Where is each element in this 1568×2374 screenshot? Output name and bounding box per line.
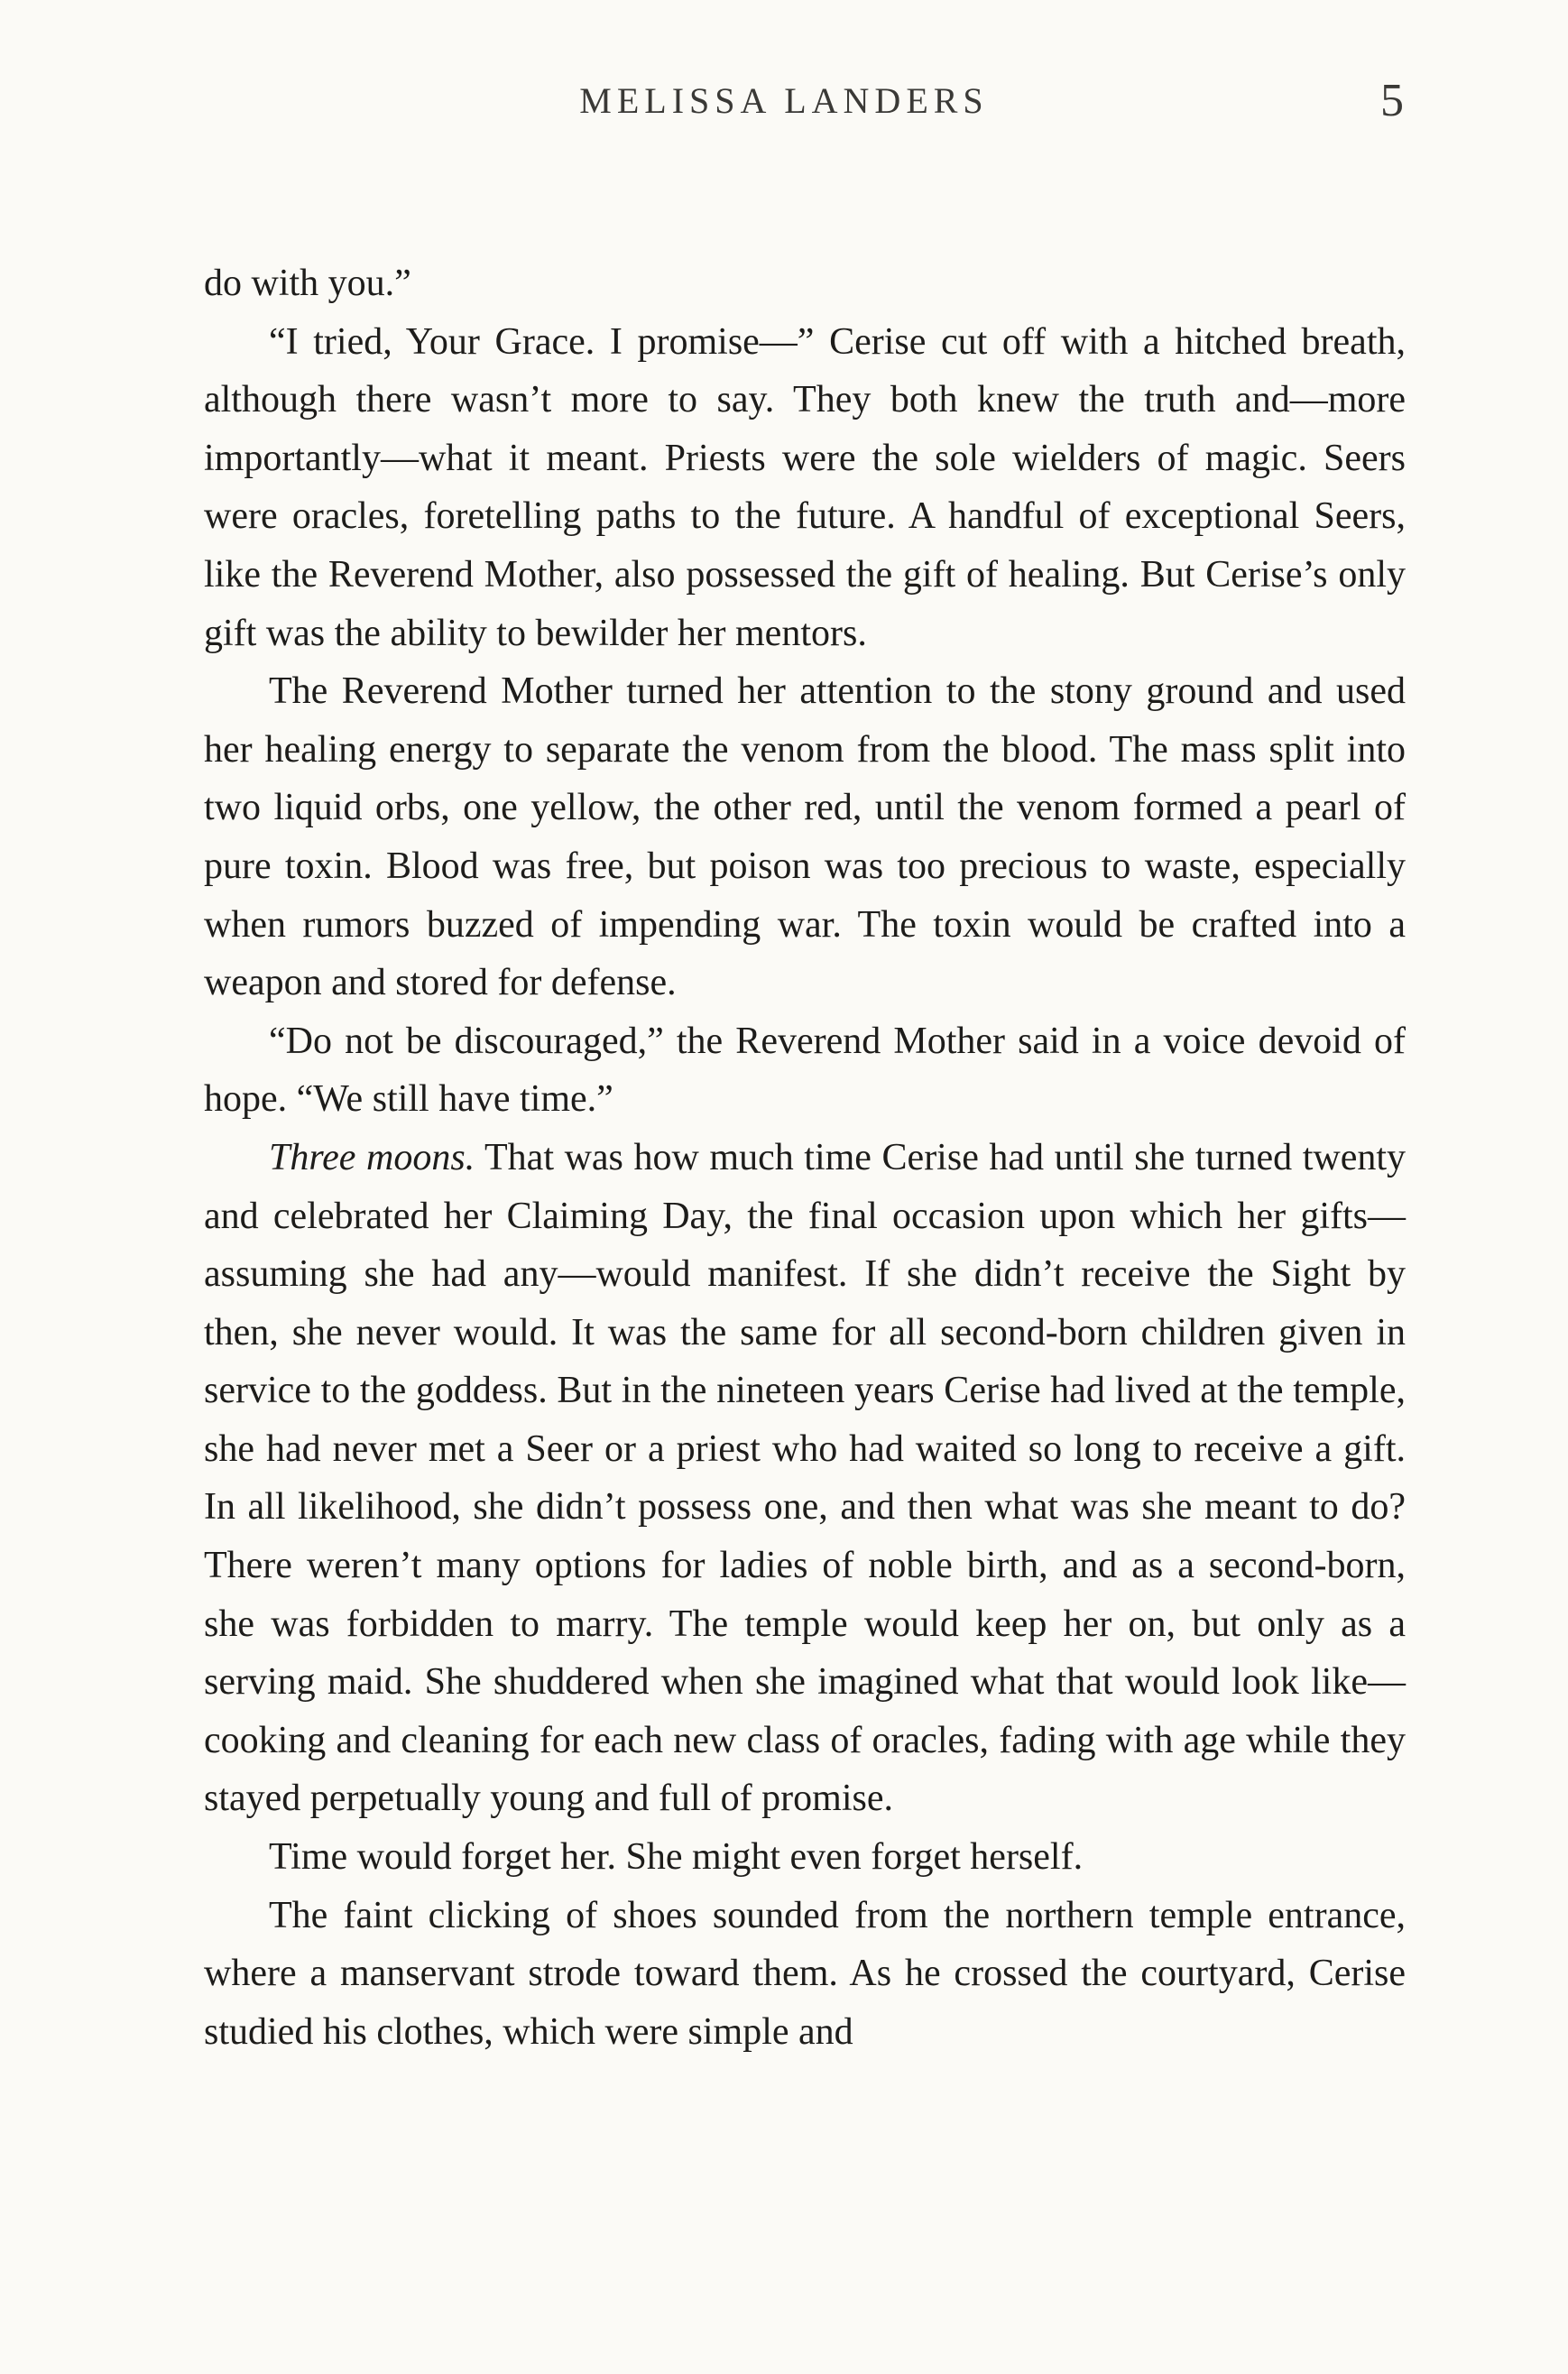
body-text xyxy=(204,254,1406,2061)
paragraph-text: The faint clicking of shoes sounded from the northern temple entrance, where a manservant strode toward them. As he crossed the courtyard, Cerise studied his clothes, which were simple and xyxy=(204,1894,1406,2053)
paragraph-4 xyxy=(204,1012,1406,1129)
paragraph-text: do with you.” xyxy=(204,263,411,304)
paragraph-text: That was how much time Cerise had until she turned twenty and celebrated her Claiming Day, the final occasion upon which her gifts—assuming she had any—would manifest. If she didn’t receive the Sight by then, she never would. It was the same for all second-born children given in service to the goddess. But in the nineteen years Cerise had lived at the temple, she had never met a Seer or a priest who had waited so long to receive a gift. In all likelihood, she didn’t possess one, and then what was she meant to do? There weren’t many options for ladies of noble birth, and as a second-born, she was forbidden to marry. The temple would keep her on, but only as a serving maid. She shuddered when she imagined what that would look like—cooking and cleaning for each new class of oracles, fading with age while they stayed perpetually young and full of promise. xyxy=(204,1136,1407,1820)
paragraph-6 xyxy=(204,1828,1406,1887)
paragraph-2 xyxy=(204,313,1406,663)
paragraph-5 xyxy=(204,1129,1406,1828)
paragraph-text: The Reverend Mother turned her attention to the stony ground and used her healing energy to separate the venom from the blood. The mass split into two liquid orbs, one yellow, the other red, until the venom formed a pearl of pure toxin. Blood was free, but poison was too precious to waste, especially when rumors buzzed of impending war. The toxin would be crafted into a weapon and stored for defense. xyxy=(204,670,1406,1004)
paragraph-text: “I tried, Your Grace. I promise—” Cerise cut off with a hitched breath, although there wasn’t more to say. They both knew the truth and—more importantly—what it meant. Priests were the sole wielders of magic. Seers were oracles, foretelling paths to the future. A handful of exceptional Seers, like the Reverend Mother, also possessed the gift of healing. But Cerise’s only gift was the ability to bewilder her mentors. xyxy=(204,320,1406,654)
running-head xyxy=(0,75,1568,134)
running-head-author: MELISSA LANDERS xyxy=(579,80,989,121)
italic-lead: Three moons. xyxy=(269,1136,475,1178)
paragraph-3 xyxy=(204,662,1406,1012)
page-number: 5 xyxy=(1380,75,1404,126)
paragraph-text: “Do not be discouraged,” the Reverend Mother said in a voice devoid of hope. “We still have time.” xyxy=(204,1020,1406,1121)
paragraph-7 xyxy=(204,1887,1406,2062)
paragraph-text: Time would forget her. She might even forget herself. xyxy=(269,1836,1084,1879)
paragraph-1 xyxy=(204,254,1406,313)
